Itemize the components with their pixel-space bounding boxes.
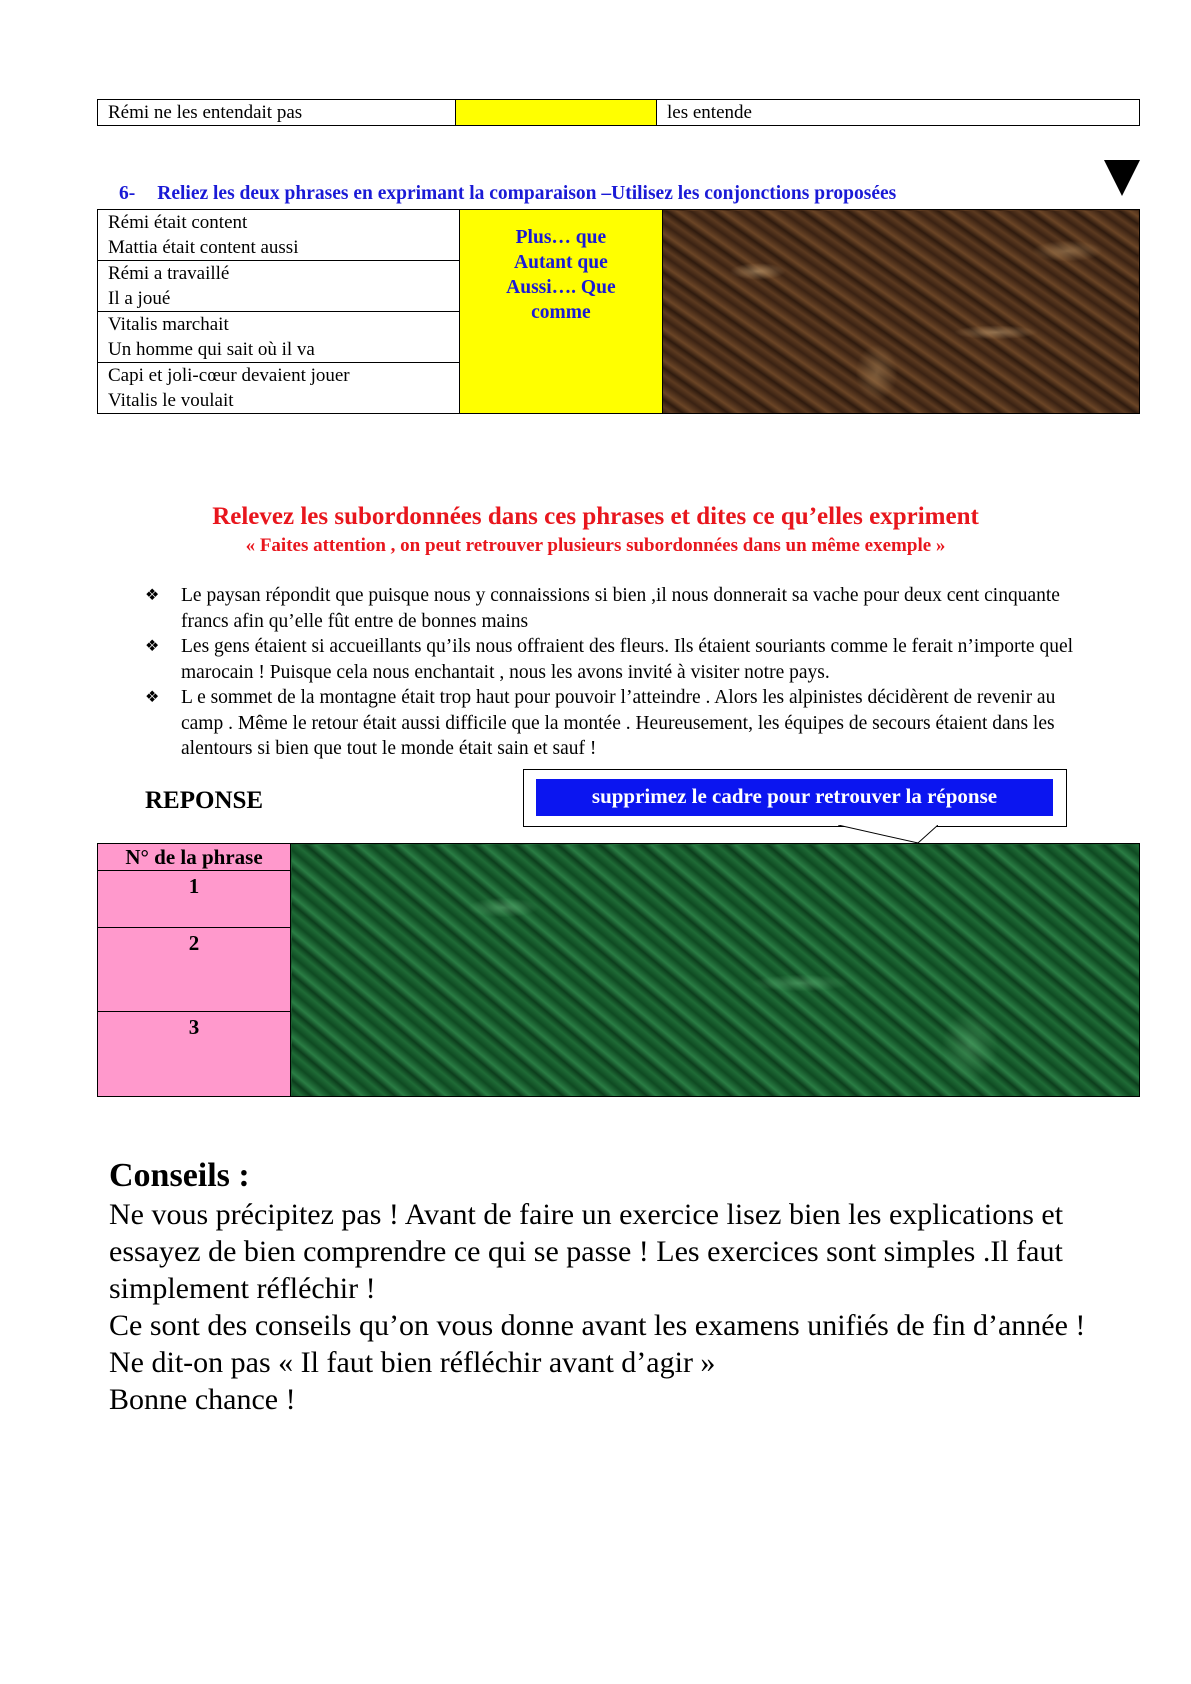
answer-row-number: 1: [98, 871, 291, 928]
sentence-line: Rémi a travaillé: [108, 263, 230, 284]
list-item: [145, 583, 1095, 634]
advice-title: Conseils :: [109, 1157, 250, 1194]
exercise-6-title: [119, 183, 896, 205]
sentence-line: Vitalis marchait: [108, 314, 229, 335]
diamond-bullet-icon: ❖: [145, 587, 160, 604]
sentence-pair: [98, 210, 460, 261]
diamond-bullet-icon: ❖: [145, 638, 160, 655]
advice-line: Ne vous précipitez pas ! Avant de faire un exercice lisez bien les explications et essayez de bien comprendre ce qui se passe ! Les exercices sont simples .Il faut simplement réfléchir !: [109, 1198, 1064, 1305]
conjunction: Aussi…. Que: [506, 277, 616, 298]
advice-line: Ne dit-on pas « Il faut bien réfléchir avant d’agir »: [109, 1346, 716, 1379]
sentence-pair: [98, 312, 460, 363]
sentence-line: Mattia était content aussi: [108, 237, 299, 258]
answer-row-number: 2: [98, 928, 291, 1012]
list-item-text: Le paysan répondit que puisque nous y connaissions si bien ,il nous donnerait sa vache pour deux cent cinquante francs afin qu’elle fût entre de bonnes mains: [181, 585, 1060, 632]
sentence-line: Rémi était content: [108, 212, 248, 233]
sentence-list: [145, 583, 1095, 762]
answer-cover-frame[interactable]: [291, 844, 1140, 1097]
top-row-sentence: Rémi ne les entendait pas: [98, 100, 456, 126]
advice-line: Bonne chance !: [109, 1383, 296, 1416]
section-note: « Faites attention , on peut retrouver plusieurs subordonnées dans un même exemple »: [245, 535, 946, 556]
sentence-pair: [98, 363, 460, 414]
conjunction: comme: [531, 302, 591, 323]
answer-row-number: 3: [98, 1012, 291, 1097]
top-row-verb: les entende: [657, 100, 1140, 126]
sentence-line: Un homme qui sait où il va: [108, 339, 315, 360]
exercise-6-table: [97, 209, 1140, 414]
exercise-instruction: Reliez les deux phrases en exprimant la comparaison –Utilisez les conjonctions proposées: [157, 183, 897, 204]
sentence-line: Il a joué: [108, 288, 171, 309]
advice-line: Ce sont des conseils qu’on vous donne avant les examens unifiés de fin d’année !: [109, 1309, 1086, 1342]
list-item: [145, 685, 1095, 762]
sentence-line: Capi et joli-cœur devaient jouer: [108, 365, 350, 386]
callout-pointer: [838, 825, 938, 845]
down-arrow-icon: [1104, 160, 1140, 196]
top-row-answer-cell[interactable]: [456, 100, 657, 126]
conjunctions-cell: [459, 210, 662, 414]
top-row-table: [97, 99, 1140, 126]
exercise-number: 6-: [119, 183, 136, 204]
reponse-label: REPONSE: [145, 787, 264, 814]
answer-table-header: N° de la phrase: [98, 844, 291, 871]
sentence-line: Vitalis le voulait: [108, 390, 234, 411]
conjunction: Plus… que: [515, 227, 607, 248]
list-item-text: L e sommet de la montagne était trop haut pour pouvoir l’atteindre . Alors les alpinistes décidèrent de revenir au camp . Même le retour était aussi difficile que la montée . Heureusement, les équipes de secours étaient dans les alentours si bien que tout le monde était sain et sauf !: [181, 687, 1056, 759]
answer-cover-frame[interactable]: [662, 210, 1139, 414]
answer-table: [97, 843, 1140, 1097]
section-title: Relevez les subordonnées dans ces phrases et dites ce qu’elles expriment: [212, 503, 979, 530]
sentence-pair: [98, 261, 460, 312]
conjunction: Autant que: [514, 252, 608, 273]
diamond-bullet-icon: ❖: [145, 689, 160, 706]
list-item: [145, 634, 1095, 685]
callout-hint[interactable]: supprimez le cadre pour retrouver la réponse: [536, 779, 1053, 816]
list-item-text: Les gens étaient si accueillants qu’ils nous offraient des fleurs. Ils étaient souriants comme le ferait n’importe quel marocain ! Puisque cela nous enchantait , nous les avons invité à visiter notre pays.: [181, 636, 1074, 683]
advice-section: [109, 1156, 1109, 1418]
